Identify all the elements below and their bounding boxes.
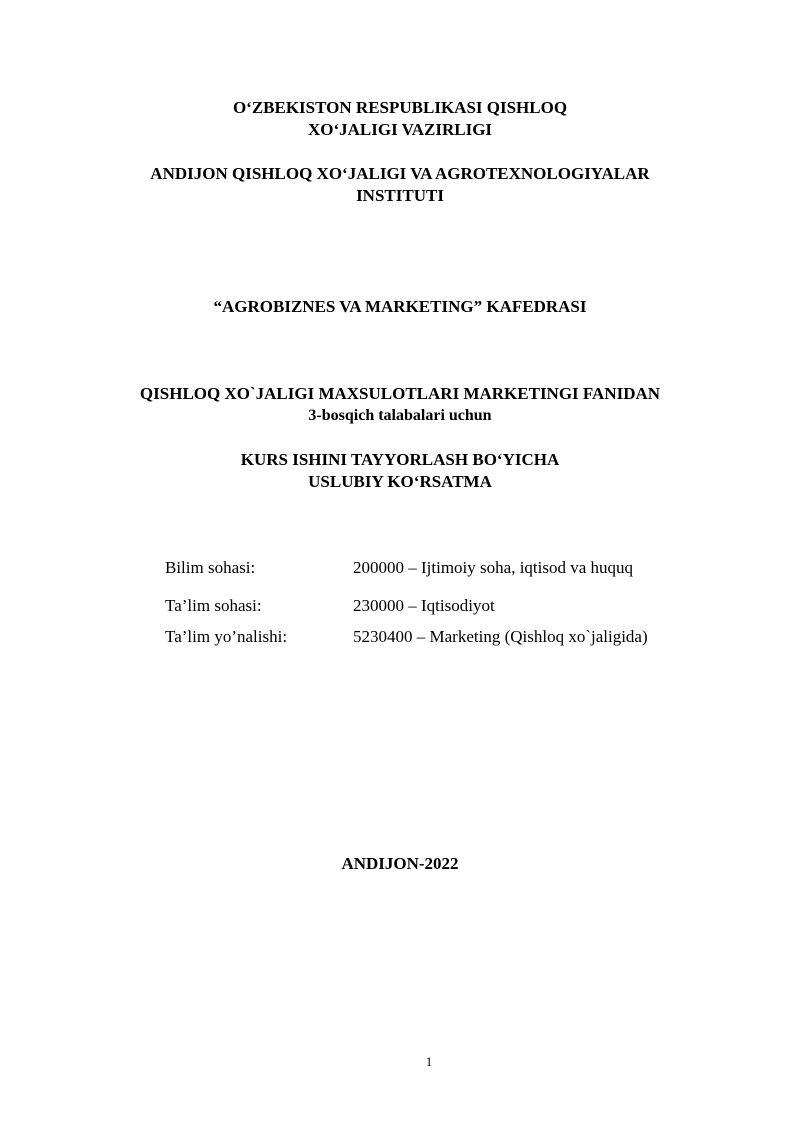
institute-line-2: INSTITUTI (356, 186, 444, 205)
field-label: Ta’lim sohasi: (165, 596, 262, 615)
subject-line-1: QISHLOQ XO`JALIGI MAXSULOTLARI MARKETINGI FANIDAN (139, 384, 661, 403)
document-title-line-2: USLUBIY KO‘RSATMA (308, 472, 492, 491)
place-year: ANDIJON-2022 (341, 854, 459, 873)
field-label: Bilim sohasi: (165, 558, 256, 577)
field-value: 200000 – Ijtimoiy soha, iqtisod va huquq (353, 558, 634, 577)
subject-line-2: 3-bosqich talabalari uchun (308, 407, 492, 424)
field-value: 230000 – Iqtisodiyot (353, 596, 495, 615)
field-label: Ta’lim yo’nalishi: (165, 627, 288, 646)
page-number: 1 (425, 1054, 433, 1069)
ministry-line-1: O‘ZBEKISTON RESPUBLIKASI QISHLOQ (232, 98, 568, 117)
field-value: 5230400 – Marketing (Qishloq xo`jaligida) (353, 627, 648, 646)
institute-line-1: ANDIJON QISHLOQ XO‘JALIGI VA AGROTEXNOLOGIYALAR (150, 164, 650, 183)
ministry-line-2: XO‘JALIGI VAZIRLIGI (307, 120, 493, 139)
document-title-line-1: KURS ISHINI TAYYORLASH BO‘YICHA (240, 450, 560, 469)
department-title: “AGROBIZNES VA MARKETING” KAFEDRASI (213, 297, 587, 316)
